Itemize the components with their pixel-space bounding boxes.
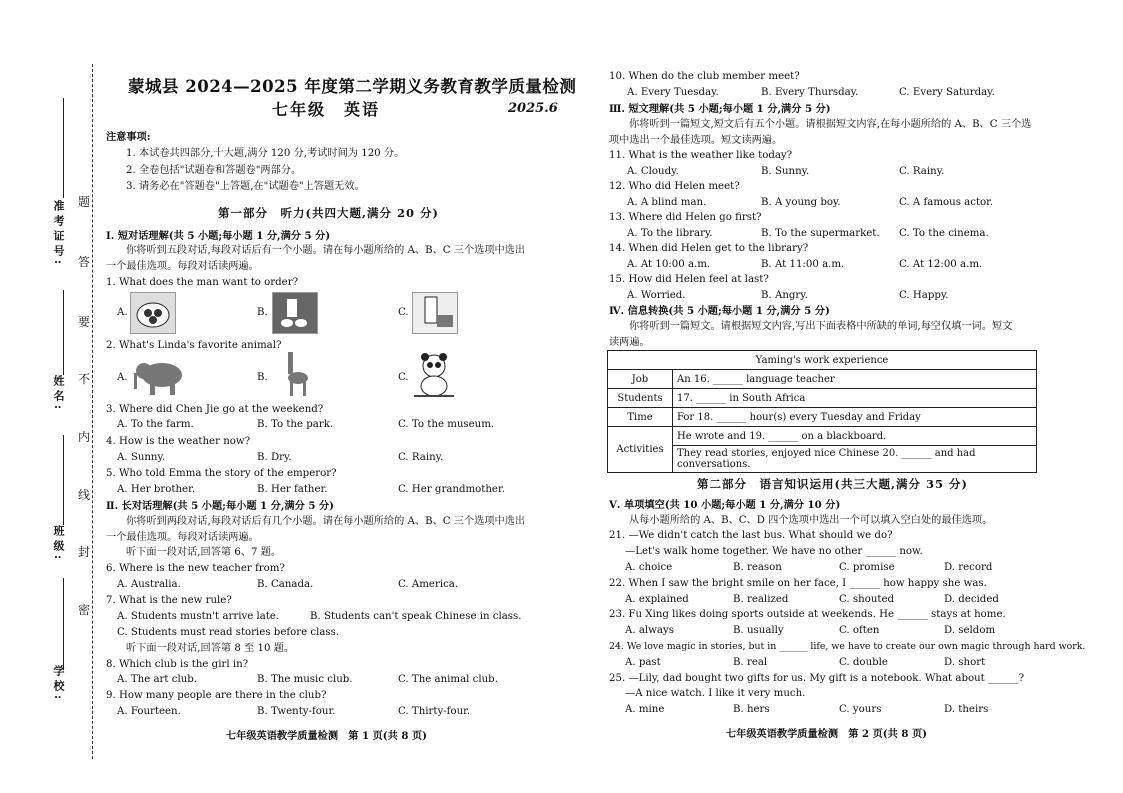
option: C. The animal club. <box>398 674 498 685</box>
option: A. To the farm. <box>117 419 194 430</box>
option: A. Fourteen. <box>117 706 181 717</box>
option: A. Every Tuesday. <box>627 87 719 98</box>
option: A. choice <box>625 562 673 573</box>
option: C. To the museum. <box>398 419 495 430</box>
question-7: 7. What is the new rule? <box>106 595 232 606</box>
option: A. Students mustn't arrive late. <box>117 611 280 622</box>
option-label: C. <box>398 307 409 318</box>
option: A. At 10:00 a.m. <box>627 259 711 270</box>
option: A. Sunny. <box>117 452 166 463</box>
school-label: 学校: <box>52 665 65 704</box>
part-one-heading: 第一部分 听力(共四大题,满分 20 分) <box>218 206 439 220</box>
option: C. Her grandmother. <box>398 484 505 495</box>
row-value: He wrote and 19. ______ on a blackboard. <box>673 427 1037 446</box>
question-21-reply: —Let's walk home together. We have no other ______ now. <box>625 546 923 557</box>
option: B. realized <box>733 594 789 605</box>
seal-char: 内 <box>78 430 91 444</box>
seal-char: 密 <box>78 603 91 617</box>
question-22: 22. When I saw the bright smile on her face, I ______ how happy she was. <box>609 578 987 589</box>
option: B. Dry. <box>257 452 292 463</box>
option: D. theirs <box>944 704 989 715</box>
option-label: A. <box>117 307 128 318</box>
option: B. usually <box>733 625 784 636</box>
table-row <box>608 408 1037 427</box>
table-row <box>608 427 1037 446</box>
section-five-title: Ⅴ. 单项填空(共 10 小题;每小题 1 分,满分 10 分) <box>609 499 841 511</box>
listen-instruction: 听下面一段对话,回答第 6、7 题。 <box>126 547 282 558</box>
row-label: Job <box>608 370 673 389</box>
section-four-desc: 你将听到一篇短文。请根据短文内容,写出下面表格中所缺的单词,每空仅填一词。短文 <box>629 321 1013 332</box>
option: A. Cloudy. <box>627 166 679 177</box>
section-two-desc: 你将听到两段对话,每段对话后有几个小题。请在每小题所给的 A、B、C 三个选项中选出 <box>126 516 526 527</box>
question-21: 21. —We didn't catch the last bus. What should we do? <box>609 530 893 541</box>
option: B. A young boy. <box>761 197 841 208</box>
table-row <box>608 446 1037 473</box>
option: B. Every Thursday. <box>761 87 859 98</box>
question-5: 5. Who told Emma the story of the emperor? <box>106 468 337 479</box>
option: C. shouted <box>839 594 895 605</box>
work-experience-table <box>607 350 1037 473</box>
option: B. reason <box>733 562 782 573</box>
option: B. To the supermarket. <box>761 228 880 239</box>
section-two-title: Ⅱ. 长对话理解(共 5 小题;每小题 1 分,满分 5 分) <box>106 500 334 512</box>
exam-subtitle: 七年级 英语 <box>272 100 381 119</box>
cookies-picture-icon <box>130 292 176 334</box>
option-label: B. <box>257 372 268 383</box>
notice-heading: 注意事项: <box>106 131 151 143</box>
section-three-desc: 你将听到一篇短文,短文后有五个小题。请根据短文内容,在每小题所给的 A、B、C 三个选 <box>629 119 1032 130</box>
seal-char: 要 <box>78 315 91 329</box>
section-four-title: Ⅳ. 信息转换(共 5 小题;每小题 1 分,满分 5 分) <box>609 305 830 317</box>
option: A. The art club. <box>117 674 198 685</box>
section-three-title: Ⅲ. 短文理解(共 5 小题;每小题 1 分,满分 5 分) <box>609 103 831 115</box>
option: C. Rainy. <box>899 166 945 177</box>
exam-title: 蒙城县 2024—2025 年度第二学期义务教育教学质量检测 <box>128 77 577 96</box>
notice-item: 1. 本试卷共四部分,十大题,满分 120 分,考试时间为 120 分。 <box>126 148 405 159</box>
option: C. Thirty-four. <box>398 706 471 717</box>
row-label: Activities <box>608 427 673 473</box>
option: C. America. <box>398 579 459 590</box>
name-blank <box>63 290 64 375</box>
option: B. Students can't speak Chinese in class. <box>310 611 522 622</box>
option: A. Her brother. <box>117 484 196 495</box>
row-value: For 18. ______ hour(s) every Tuesday and Friday <box>673 408 1037 427</box>
part-two-heading: 第二部分 语言知识运用(共三大题,满分 35 分) <box>697 477 968 491</box>
option: A. Australia. <box>117 579 181 590</box>
question-11: 11. What is the weather like today? <box>609 150 793 161</box>
seal-char: 答 <box>78 255 91 269</box>
elephant-picture-icon <box>130 357 188 397</box>
option: C. Rainy. <box>398 452 444 463</box>
option: B. Sunny. <box>761 166 810 177</box>
id-label: 准考证号: <box>52 200 65 269</box>
section-four-desc: 读两遍。 <box>609 337 650 348</box>
section-one-title: Ⅰ. 短对话理解(共 5 小题;每小题 1 分,满分 5 分) <box>106 230 331 242</box>
seal-dashed-line <box>92 64 93 759</box>
class-label: 班级: <box>52 525 65 564</box>
question-12: 12. Who did Helen meet? <box>609 181 740 192</box>
option: B. The music club. <box>257 674 353 685</box>
class-blank <box>63 435 64 525</box>
exam-date: 2025.6 <box>508 101 558 116</box>
panda-picture-icon <box>412 352 456 398</box>
section-one-desc: 你将听到五段对话,每段对话后有一个小题。请在每小题所给的 A、B、C 三个选项中选出 <box>126 245 526 256</box>
table-row <box>608 370 1037 389</box>
section-three-desc: 项中选出一个最佳选项。短文读两遍。 <box>609 135 783 146</box>
row-value: They read stories, enjoyed nice Chinese 20. ______ and had conversations. <box>673 446 1037 473</box>
seal-char: 封 <box>78 545 91 559</box>
question-15: 15. How did Helen feel at last? <box>609 274 769 285</box>
question-6: 6. Where is the new teacher from? <box>106 563 285 574</box>
option: C. Happy. <box>899 290 949 301</box>
question-14: 14. When did Helen get to the library? <box>609 243 809 254</box>
option: C. A famous actor. <box>899 197 994 208</box>
option: C. Every Saturday. <box>899 87 995 98</box>
option: B. At 11:00 a.m. <box>761 259 845 270</box>
school-blank <box>63 578 64 670</box>
page-footer: 七年级英语教学质量检测 第 1 页(共 8 页) <box>226 730 428 742</box>
option: D. short <box>944 657 986 668</box>
option: B. To the park. <box>257 419 334 430</box>
section-two-desc: 一个最佳选项。每段对话读两遍。 <box>106 532 259 543</box>
option: B. real <box>733 657 768 668</box>
question-1: 1. What does the man want to order? <box>106 277 299 288</box>
question-2: 2. What's Linda's favorite animal? <box>106 340 282 351</box>
question-9: 9. How many people are there in the club? <box>106 690 327 701</box>
option: B. Twenty-four. <box>257 706 336 717</box>
option: A. explained <box>625 594 689 605</box>
option: C. To the cinema. <box>899 228 989 239</box>
name-label: 姓名: <box>52 375 65 414</box>
option-label: C. <box>398 372 409 383</box>
page-footer: 七年级英语教学质量检测 第 2 页(共 8 页) <box>726 728 928 740</box>
row-value: 17. ______ in South Africa <box>673 389 1037 408</box>
question-25: 25. —Lily, dad bought two gifts for us. My gift is a notebook. What about ______? <box>609 673 1025 684</box>
option: D. seldom <box>944 625 996 636</box>
eggs-milk-picture-icon <box>272 292 318 334</box>
question-23: 23. Fu Xing likes doing sports outside at weekends. He ______ stays at home. <box>609 609 1006 620</box>
giraffe-picture-icon <box>284 350 310 398</box>
notice-item: 2. 全卷包括"试题卷和答题卷"两部分。 <box>126 165 302 176</box>
seal-char: 线 <box>78 488 91 502</box>
question-8: 8. Which club is the girl in? <box>106 659 249 670</box>
option: C. often <box>839 625 880 636</box>
option: B. Canada. <box>257 579 314 590</box>
option: A. past <box>625 657 661 668</box>
row-label: Time <box>608 408 673 427</box>
option: D. record <box>944 562 993 573</box>
option-label: B. <box>257 307 268 318</box>
option: A. Worried. <box>627 290 686 301</box>
seal-char: 不 <box>78 372 91 386</box>
id-blank <box>63 98 64 198</box>
row-label: Students <box>608 389 673 408</box>
question-13: 13. Where did Helen go first? <box>609 212 762 223</box>
notice-item: 3. 请务必在"答题卷"上答题,在"试题卷"上答题无效。 <box>126 181 365 192</box>
question-10: 10. When do the club member meet? <box>609 71 800 82</box>
option: A. mine <box>625 704 665 715</box>
question-24: 24. We love magic in stories, but in ______ life, we have to create our own magic through hard work. <box>609 641 1086 652</box>
option: A. A blind man. <box>627 197 707 208</box>
row-value: An 16. ______ language teacher <box>673 370 1037 389</box>
table-caption: Yaming's work experience <box>608 351 1037 370</box>
listen-instruction: 听下面一段对话,回答第 8 至 10 题。 <box>126 643 295 654</box>
question-3: 3. Where did Chen Jie go at the weekend? <box>106 404 324 415</box>
option: A. To the library. <box>627 228 713 239</box>
option: C. Students must read stories before class. <box>117 627 340 638</box>
option: C. double <box>839 657 888 668</box>
table-row <box>608 389 1037 408</box>
option: B. Her father. <box>257 484 328 495</box>
question-4: 4. How is the weather now? <box>106 436 251 447</box>
milk-bread-picture-icon <box>412 292 458 334</box>
option: C. promise <box>839 562 895 573</box>
option: C. At 12:00 a.m. <box>899 259 983 270</box>
section-five-desc: 从每小题所给的 A、B、C、D 四个选项中选出一个可以填入空白处的最佳选项。 <box>629 515 993 526</box>
option: B. Angry. <box>761 290 808 301</box>
seal-char: 题 <box>78 195 91 209</box>
option: D. decided <box>944 594 999 605</box>
option: A. always <box>625 625 674 636</box>
section-one-desc: 一个最佳选项。每段对话读两遍。 <box>106 261 259 272</box>
option: B. hers <box>733 704 770 715</box>
option: C. yours <box>839 704 882 715</box>
option-label: A. <box>117 372 128 383</box>
question-25-reply: —A nice watch. I like it very much. <box>625 688 806 699</box>
